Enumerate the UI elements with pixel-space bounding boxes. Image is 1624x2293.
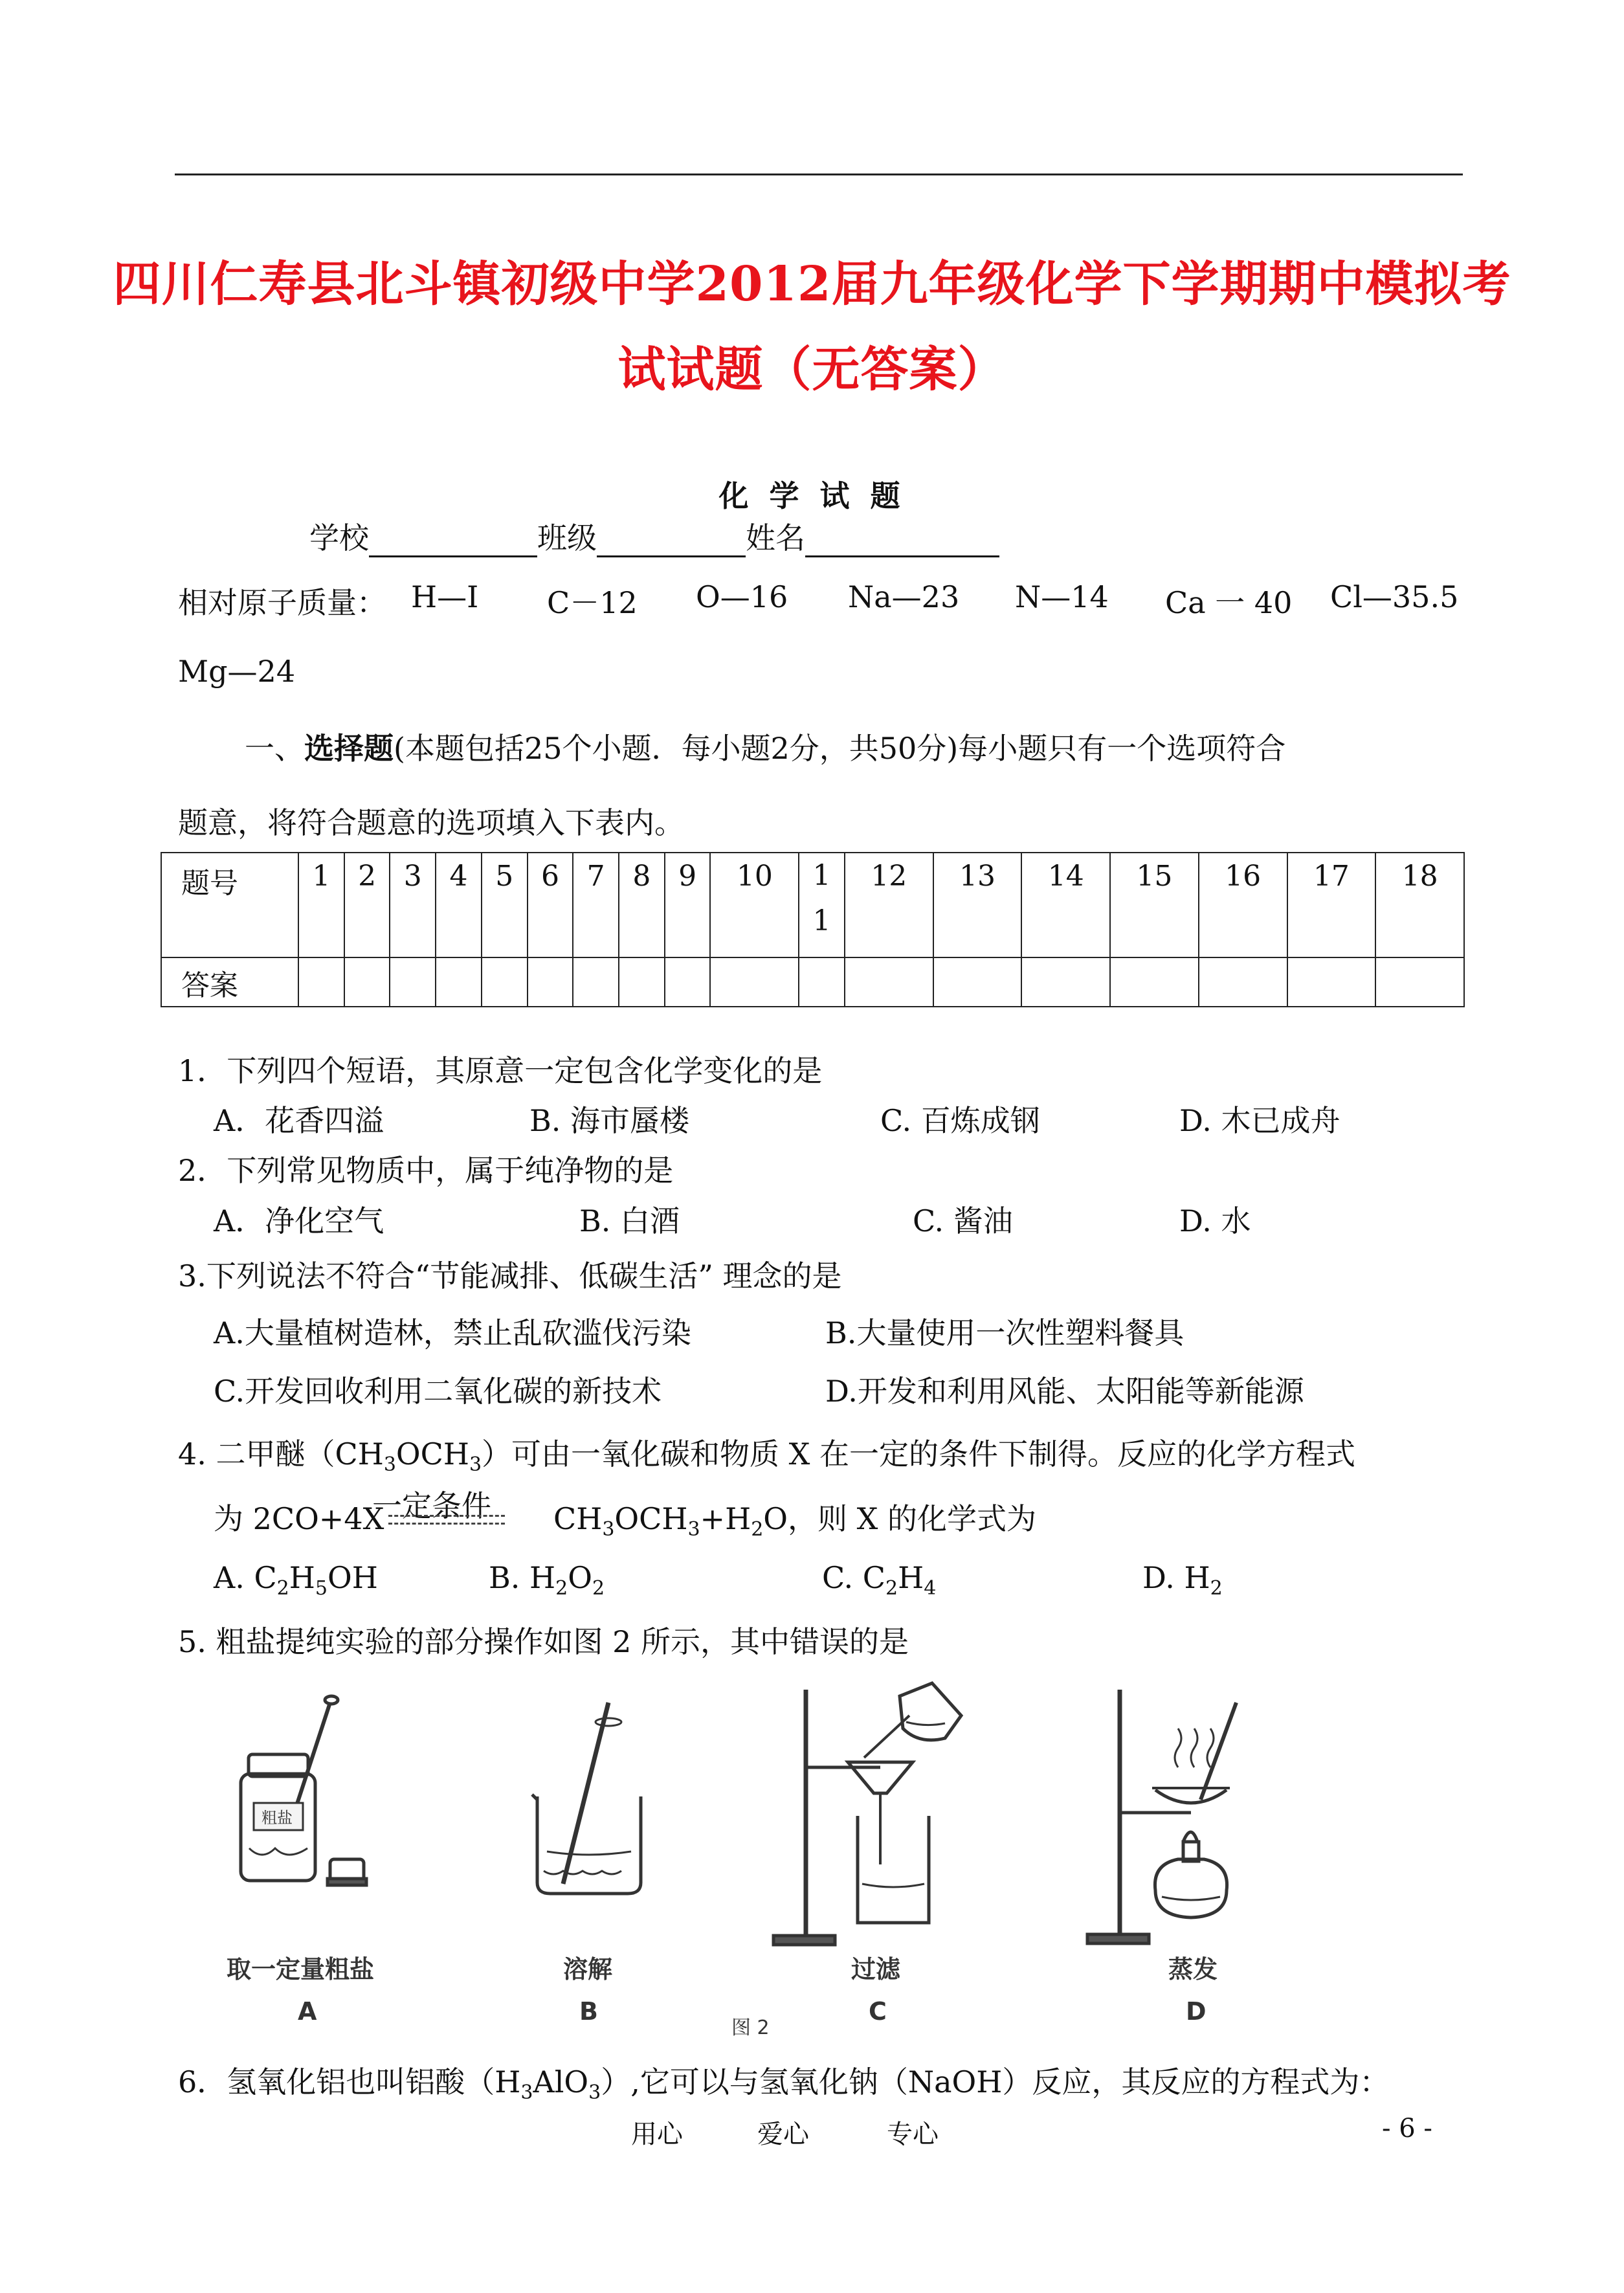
atomic-mass-mg: Mg—24	[178, 654, 296, 689]
subscript: 5	[315, 1577, 328, 1600]
atomic-mass-h: H—I	[411, 579, 479, 614]
subscript: 3	[602, 1518, 615, 1541]
table-cell: 2	[344, 853, 390, 957]
filtration-stand-icon	[773, 1683, 961, 1945]
answer-cell[interactable]	[1199, 957, 1287, 1007]
table-cell: 12	[845, 853, 933, 957]
atomic-mass-o: O—16	[696, 579, 788, 614]
panel-c-label: 过滤	[851, 1955, 901, 1984]
question-4-option-a	[214, 1560, 378, 1600]
atomic-mass-ca: Ca 一 40	[1165, 585, 1293, 620]
table-cell: 8	[619, 853, 665, 957]
section1-instructions: (本题包括25个小题．每小题2分，共50分)每小题只有一个选项符合	[394, 731, 1286, 766]
answer-table-answer-row	[161, 957, 1464, 1007]
q4-text: O，则 X 的化学式为	[763, 1501, 1037, 1536]
reaction-condition: 一定条件	[372, 1488, 491, 1523]
subscript: 3	[520, 2081, 533, 2104]
atomic-mass-label: 相对原子质量：	[178, 585, 386, 620]
table-cell: 18	[1375, 853, 1464, 957]
answer-cell[interactable]	[344, 957, 390, 1007]
panel-b-label: 溶解	[563, 1955, 613, 1984]
table-cell: 16	[1199, 853, 1287, 957]
formula: B. H	[489, 1560, 556, 1595]
panel-d-label: 蒸发	[1168, 1955, 1218, 1984]
q6-text: ）,它可以与氢氧化钠（NaOH）反应，其反应的方程式为：	[601, 2064, 1390, 2099]
question-2-option-d: D. 水	[1179, 1203, 1251, 1238]
answer-label: 答案	[161, 957, 298, 1007]
answer-cell[interactable]	[1287, 957, 1376, 1007]
answer-cell[interactable]	[1375, 957, 1464, 1007]
q4-text: ）可由一氧化碳和物质 X 在一定的条件下制得。反应的化学方程式	[482, 1437, 1356, 1471]
table-cell: 3	[390, 853, 436, 957]
answer-cell[interactable]	[933, 957, 1022, 1007]
atomic-mass-c: C－12	[547, 585, 638, 620]
question-1-option-b: B. 海市蜃楼	[529, 1103, 690, 1138]
figure-caption: 图 2	[731, 2017, 770, 2039]
q6-text: 6．氢氧化铝也叫铝酸（H	[178, 2064, 521, 2099]
atomic-mass-na: Na—23	[848, 579, 960, 614]
table-cell: 10	[710, 853, 799, 957]
footer-item-2: 爱心	[757, 2120, 809, 2149]
formula: H	[898, 1560, 924, 1595]
table-cell: 5	[482, 853, 528, 957]
question-4-equation-start: 为 2CO+4X	[214, 1501, 384, 1536]
question-1-option-d: D. 木已成舟	[1179, 1103, 1340, 1138]
equals-sign	[388, 1515, 505, 1525]
q4-text: +H	[700, 1501, 751, 1536]
jar-label: 粗盐	[261, 1809, 293, 1827]
question-3-stem: 3.下列说法不符合“节能减排、低碳生活” 理念的是	[178, 1258, 842, 1293]
question-2-option-a: A．净化空气	[214, 1203, 384, 1238]
table-cell: 17	[1287, 853, 1376, 957]
footer-item-1: 用心	[631, 2120, 683, 2149]
q4-text: CH	[553, 1501, 603, 1536]
panel-a-letter: A	[298, 1997, 317, 2026]
exam-subtitle: 化 学 试 题	[718, 478, 906, 513]
header-rule	[175, 173, 1463, 175]
subscript: 2	[555, 1577, 568, 1600]
atomic-mass-cl: Cl—35.5	[1330, 579, 1459, 614]
question-4-option-d	[1142, 1560, 1223, 1600]
class-label: 班级	[537, 520, 597, 555]
document-title-line1: 四川仁寿县北斗镇初级中学2012届九年级化学下学期期中模拟考	[113, 256, 1511, 312]
answer-cell[interactable]	[799, 957, 845, 1007]
school-blank	[369, 527, 537, 557]
answer-cell[interactable]	[528, 957, 573, 1007]
name-blank	[805, 527, 999, 557]
table-cell: 13	[933, 853, 1022, 957]
subscript: 2	[592, 1577, 605, 1600]
table-cell: 6	[528, 853, 573, 957]
answer-cell[interactable]	[1110, 957, 1199, 1007]
answer-cell[interactable]	[619, 957, 665, 1007]
footer-item-3: 专心	[887, 2120, 939, 2149]
subscript: 3	[469, 1453, 482, 1476]
q4-text: OCH	[614, 1501, 688, 1536]
class-blank	[597, 527, 746, 557]
subscript: 3	[588, 2081, 601, 2104]
question-6-stem	[178, 2059, 1390, 2104]
subscript: 4	[924, 1577, 937, 1600]
subscript: 2	[885, 1577, 898, 1600]
answer-table	[161, 852, 1465, 1007]
table-cell: 15	[1110, 853, 1199, 957]
answer-cell[interactable]	[845, 957, 933, 1007]
figure-2-salt-purification	[201, 1677, 1430, 2039]
page-number: - 6 -	[1382, 2114, 1432, 2143]
evaporation-burner-icon	[1087, 1690, 1236, 1943]
subscript: 3	[687, 1518, 700, 1541]
q4-text: 4. 二甲醚（CH	[178, 1437, 384, 1471]
answer-cell[interactable]	[1021, 957, 1110, 1007]
name-label: 姓名	[746, 520, 805, 555]
table-cell: 1	[298, 853, 344, 957]
question-1-stem: 1．下列四个短语，其原意一定包含化学变化的是	[178, 1053, 823, 1088]
subscript: 2	[751, 1518, 764, 1541]
answer-cell[interactable]	[573, 957, 619, 1007]
panel-c-letter: C	[869, 1997, 887, 2026]
table-cell: 7	[573, 853, 619, 957]
question-1-option-a: A．花香四溢	[214, 1103, 384, 1138]
answer-cell[interactable]	[298, 957, 344, 1007]
answer-cell[interactable]	[665, 957, 711, 1007]
answer-table-number-row	[161, 853, 1464, 957]
question-2-option-b: B. 白酒	[579, 1203, 680, 1238]
panel-b-letter: B	[579, 1997, 598, 2026]
document-title-line2: 试试题（无答案）	[617, 342, 1007, 397]
question-2-option-c: C. 酱油	[913, 1203, 1013, 1238]
question-3-option-c: C.开发回收利用二氧化碳的新技术	[214, 1374, 662, 1409]
question-2-stem: 2．下列常见物质中，属于纯净物的是	[178, 1153, 674, 1188]
formula: C. C	[822, 1560, 885, 1595]
formula: OH	[327, 1560, 378, 1595]
section1-number: 一、	[245, 731, 304, 766]
info-line	[309, 515, 999, 557]
question-number-label: 题号	[161, 853, 298, 957]
question-3-option-d: D.开发和利用风能、太阳能等新能源	[825, 1374, 1304, 1409]
atomic-mass-n: N—14	[1015, 579, 1109, 614]
answer-cell[interactable]	[482, 957, 528, 1007]
formula: H	[289, 1560, 315, 1595]
question-4-equation-end	[553, 1495, 1037, 1541]
question-1-option-c: C. 百炼成钢	[880, 1103, 1040, 1138]
table-cell: 9	[665, 853, 711, 957]
subscript: 3	[383, 1453, 396, 1476]
question-4-option-c	[822, 1560, 937, 1600]
section1-title: 选择题	[304, 731, 394, 766]
question-3-option-a: A.大量植树造林，禁止乱砍滥伐污染	[214, 1315, 691, 1350]
panel-d-letter: D	[1186, 1997, 1207, 2026]
q4-text: OCH	[395, 1437, 469, 1471]
formula: O	[568, 1560, 592, 1595]
question-3-option-b: B.大量使用一次性塑料餐具	[825, 1315, 1185, 1350]
section1-heading-line2: 题意，将符合题意的选项填入下表内。	[178, 805, 684, 840]
formula: A. C	[214, 1560, 277, 1595]
table-cell: 14	[1021, 853, 1110, 957]
reagent-jar-icon	[241, 1696, 366, 1885]
subscript: 2	[276, 1577, 289, 1600]
answer-cell[interactable]	[710, 957, 799, 1007]
question-4-stem	[178, 1431, 1356, 1476]
table-cell: 1 1	[799, 853, 845, 957]
question-5-stem: 5. 粗盐提纯实验的部分操作如图 2 所示，其中错误的是	[178, 1624, 909, 1659]
beaker-stirring-icon	[532, 1703, 641, 1894]
answer-cell[interactable]	[436, 957, 482, 1007]
table-cell: 4	[436, 853, 482, 957]
q6-text: AlO	[533, 2064, 589, 2099]
formula: D. H	[1142, 1560, 1210, 1595]
section1-heading	[245, 725, 1285, 768]
subscript: 2	[1210, 1577, 1223, 1600]
answer-cell[interactable]	[390, 957, 436, 1007]
school-label: 学校	[309, 520, 369, 555]
panel-a-label: 取一定量粗盐	[227, 1955, 375, 1984]
question-4-option-b	[489, 1560, 605, 1600]
